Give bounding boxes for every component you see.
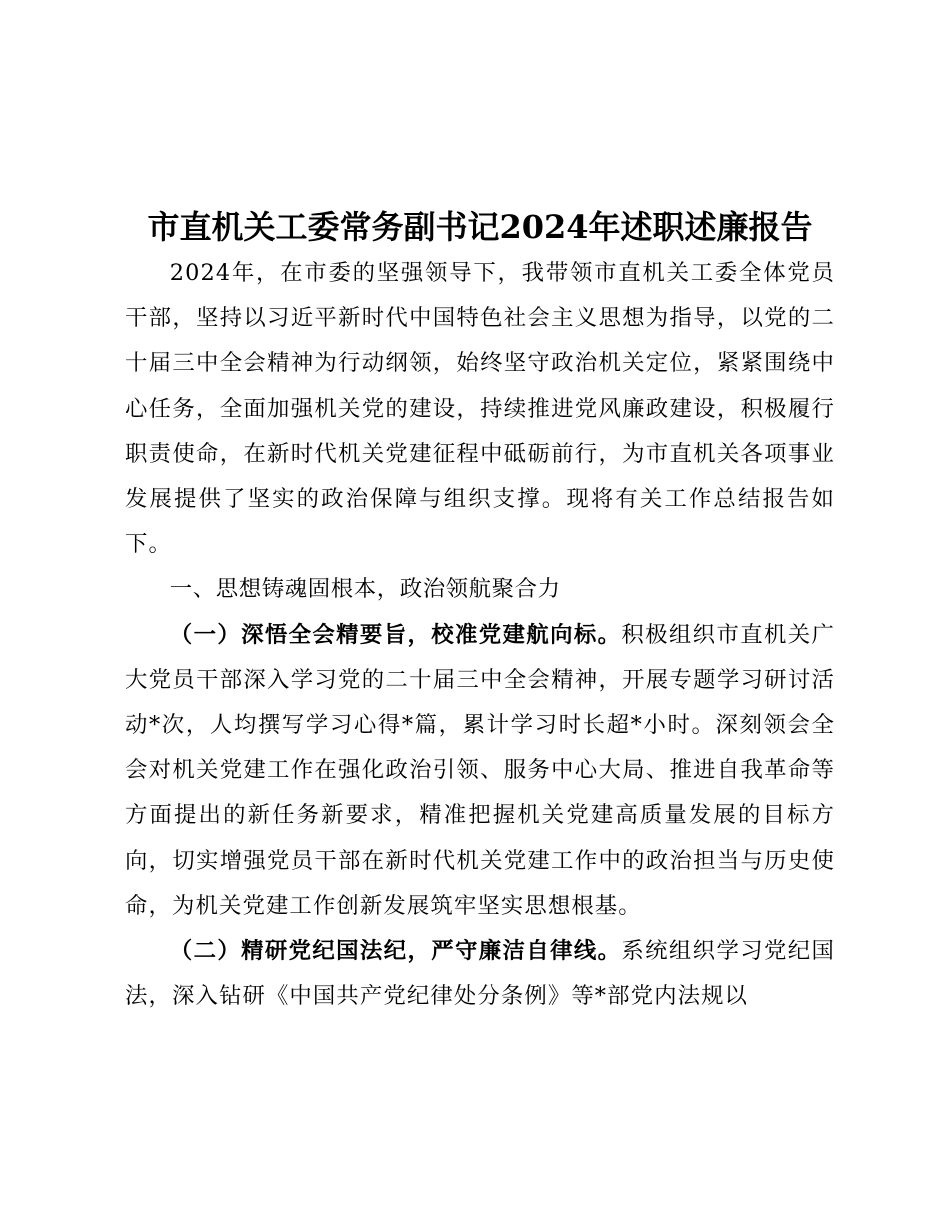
subsection-paragraph-1 — [125, 613, 835, 929]
section-heading: 一、思想铸魂固根本，政治领航聚合力 — [169, 576, 561, 603]
document-title: 市直机关工委常务副书记2024年述职述廉报告 — [147, 208, 813, 246]
intro-paragraph: 2024年，在市委的坚强领导下，我带领市直机关工委全体党员干部，坚持以习近平新时代中国特色社会主义思想为指导，以党的二十届三中全会精神为行动纲领，始终坚守政治机关定位，紧紧围绕中心任务，全面加强机关党的建设，持续推进党风廉政建设，积极履行职责使命，在新时代机关党建征程中砥砺前行，为市直机关各项事业发展提供了坚实的政治保障与组织支撑。现将有关工作总结报告如下。 — [125, 260, 835, 558]
document-body — [125, 203, 835, 1019]
subsection-paragraph-2 — [125, 929, 835, 1019]
subsection-body-2: 系统组织学习党纪国法，深入钻研《中国共产党纪律处分条例》等*部党内法规以 — [125, 938, 835, 1010]
subsection-body-1: 积极组织市直机关广大党员干部深入学习党的二十届三中全会精神，开展专题学习研讨活动*次，人均撰写学习心得*篇，累计学习时长超*小时。深刻领会全会对机关党建工作在强化政治引领、服务中心大局、推进自我革命等方面提出的新任务新要求，精准把握机关党建高质量发展的目标方向，切实增强党员干部在新时代机关党建工作中的政治担当与历史使命，为机关党建工作创新发展筑牢坚实思想根基。 — [125, 621, 835, 919]
subsection-lead-1: （一）深悟全会精要旨，校准党建航向标。 — [169, 621, 622, 648]
subsection-lead-2: （二）精研党纪国法纪，严守廉洁自律线。 — [169, 938, 622, 965]
